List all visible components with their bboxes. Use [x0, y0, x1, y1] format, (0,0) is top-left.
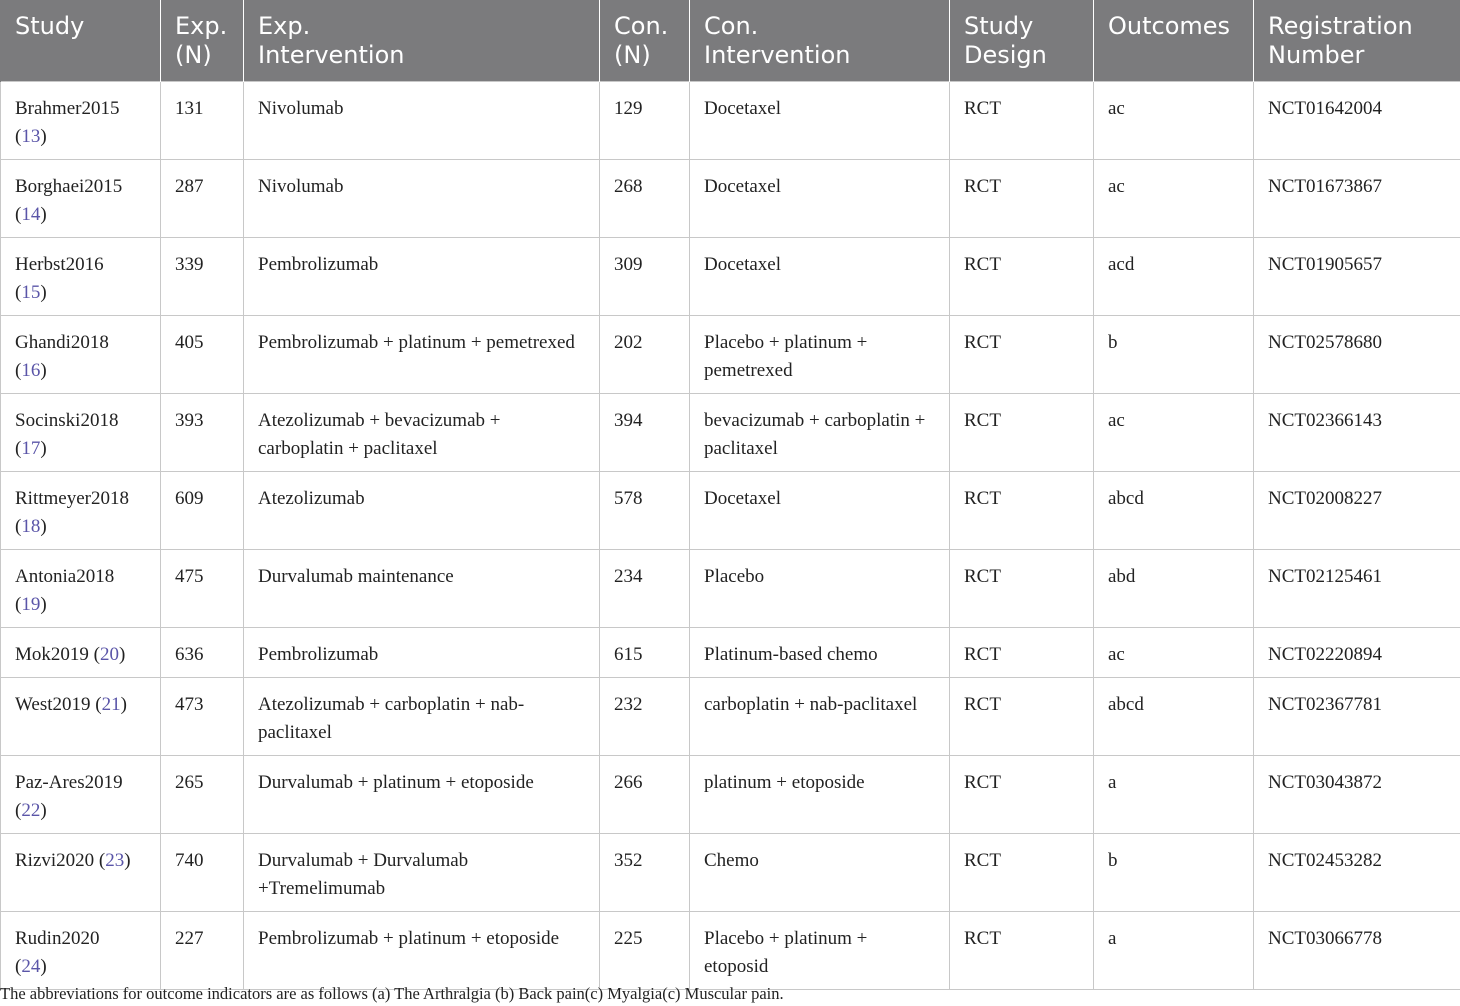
con-intervention-cell: Chemo [690, 834, 950, 912]
study-name: Antonia2018 [15, 566, 115, 587]
study-name: Herbst2016 [15, 254, 104, 275]
reference-link[interactable]: 13 [21, 126, 41, 147]
con-intervention-cell: Platinum-based chemo [690, 628, 950, 678]
registration-number-cell: NCT02453282 [1254, 834, 1460, 912]
exp-n-cell: 339 [161, 238, 244, 316]
exp-intervention-cell: Nivolumab [244, 82, 600, 160]
outcomes-cell: a [1094, 912, 1254, 990]
study-cell: Rizvi2020 (23) [1, 834, 161, 912]
table-row [1, 82, 1460, 160]
study-name: Rudin2020 [15, 928, 100, 949]
header-cell: Exp. Intervention [244, 0, 600, 82]
study-cell: Mok2019 (20) [1, 628, 161, 678]
registration-number-cell: NCT02125461 [1254, 550, 1460, 628]
header-cell: Registration Number [1254, 0, 1460, 82]
con-intervention-cell: Docetaxel [690, 160, 950, 238]
header-cell: Con. (N) [600, 0, 690, 82]
study-design-cell: RCT [950, 238, 1094, 316]
exp-intervention-cell: Atezolizumab + carboplatin + nab-paclitaxel [244, 678, 600, 756]
study-cell: Antonia2018 (19) [1, 550, 161, 628]
table-row [1, 472, 1460, 550]
exp-intervention-cell: Nivolumab [244, 160, 600, 238]
exp-intervention-cell: Durvalumab + platinum + etoposide [244, 756, 600, 834]
table-row [1, 678, 1460, 756]
con-n-cell: 352 [600, 834, 690, 912]
con-intervention-cell: platinum + etoposide [690, 756, 950, 834]
table-row [1, 394, 1460, 472]
table-row [1, 316, 1460, 394]
con-intervention-cell: Docetaxel [690, 238, 950, 316]
study-cell: Brahmer2015 (13) [1, 82, 161, 160]
registration-number-cell: NCT03066778 [1254, 912, 1460, 990]
outcomes-cell: ac [1094, 628, 1254, 678]
exp-intervention-cell: Atezolizumab [244, 472, 600, 550]
exp-n-cell: 609 [161, 472, 244, 550]
reference-link[interactable]: 21 [101, 694, 121, 715]
header-cell: Outcomes [1094, 0, 1254, 82]
study-design-cell: RCT [950, 912, 1094, 990]
con-intervention-cell: Docetaxel [690, 82, 950, 160]
study-name: West2019 [15, 694, 91, 715]
con-n-cell: 394 [600, 394, 690, 472]
outcomes-cell: ac [1094, 82, 1254, 160]
registration-number-cell: NCT02367781 [1254, 678, 1460, 756]
reference-link[interactable]: 20 [99, 644, 119, 665]
study-cell: Herbst2016 (15) [1, 238, 161, 316]
header-cell: Con. Intervention [690, 0, 950, 82]
exp-intervention-cell: Pembrolizumab + platinum + etoposide [244, 912, 600, 990]
registration-number-cell: NCT01642004 [1254, 82, 1460, 160]
study-cell: Rittmeyer2018 (18) [1, 472, 161, 550]
con-intervention-cell: Docetaxel [690, 472, 950, 550]
con-n-cell: 225 [600, 912, 690, 990]
reference-link[interactable]: 15 [21, 282, 41, 303]
con-n-cell: 232 [600, 678, 690, 756]
table-row [1, 756, 1460, 834]
study-name: Ghandi2018 [15, 332, 109, 353]
exp-n-cell: 475 [161, 550, 244, 628]
study-cell: Rudin2020 (24) [1, 912, 161, 990]
exp-intervention-cell: Durvalumab maintenance [244, 550, 600, 628]
con-intervention-cell: Placebo + platinum + pemetrexed [690, 316, 950, 394]
study-cell: Borghaei2015 (14) [1, 160, 161, 238]
reference-link[interactable]: 24 [21, 956, 41, 977]
exp-n-cell: 405 [161, 316, 244, 394]
study-design-cell: RCT [950, 472, 1094, 550]
study-design-cell: RCT [950, 756, 1094, 834]
registration-number-cell: NCT02220894 [1254, 628, 1460, 678]
exp-intervention-cell: Durvalumab + Durvalumab +Tremelimumab [244, 834, 600, 912]
con-n-cell: 129 [600, 82, 690, 160]
exp-intervention-cell: Pembrolizumab [244, 628, 600, 678]
exp-n-cell: 287 [161, 160, 244, 238]
study-design-cell: RCT [950, 394, 1094, 472]
outcomes-cell: b [1094, 834, 1254, 912]
exp-n-cell: 393 [161, 394, 244, 472]
table-row [1, 834, 1460, 912]
reference-link[interactable]: 16 [21, 360, 41, 381]
study-name: Paz-Ares2019 [15, 772, 123, 793]
registration-number-cell: NCT01673867 [1254, 160, 1460, 238]
outcomes-cell: b [1094, 316, 1254, 394]
con-intervention-cell: Placebo + platinum + etoposid [690, 912, 950, 990]
exp-n-cell: 131 [161, 82, 244, 160]
header-row [1, 0, 1460, 82]
outcomes-cell: acd [1094, 238, 1254, 316]
study-design-cell: RCT [950, 834, 1094, 912]
outcomes-cell: ac [1094, 160, 1254, 238]
table-row [1, 550, 1460, 628]
outcomes-cell: ac [1094, 394, 1254, 472]
study-name: Rizvi2020 [15, 850, 95, 871]
con-n-cell: 309 [600, 238, 690, 316]
registration-number-cell: NCT03043872 [1254, 756, 1460, 834]
registration-number-cell: NCT02366143 [1254, 394, 1460, 472]
study-design-cell: RCT [950, 678, 1094, 756]
con-n-cell: 234 [600, 550, 690, 628]
outcomes-cell: a [1094, 756, 1254, 834]
study-design-cell: RCT [950, 82, 1094, 160]
exp-intervention-cell: Pembrolizumab [244, 238, 600, 316]
exp-n-cell: 740 [161, 834, 244, 912]
con-n-cell: 202 [600, 316, 690, 394]
registration-number-cell: NCT02578680 [1254, 316, 1460, 394]
registration-number-cell: NCT01905657 [1254, 238, 1460, 316]
outcomes-cell: abcd [1094, 678, 1254, 756]
reference-link[interactable]: 18 [21, 516, 41, 537]
con-n-cell: 266 [600, 756, 690, 834]
reference-link[interactable]: 22 [21, 800, 41, 821]
con-intervention-cell: carboplatin + nab-paclitaxel [690, 678, 950, 756]
study-name: Socinski2018 [15, 410, 119, 431]
exp-intervention-cell: Atezolizumab + bevacizumab + carboplatin + paclitaxel [244, 394, 600, 472]
table-row [1, 160, 1460, 238]
table-row [1, 628, 1460, 678]
exp-n-cell: 473 [161, 678, 244, 756]
study-cell: Socinski2018 (17) [1, 394, 161, 472]
con-n-cell: 615 [600, 628, 690, 678]
table-row [1, 912, 1460, 990]
header-cell: Exp. (N) [161, 0, 244, 82]
study-cell: Ghandi2018 (16) [1, 316, 161, 394]
con-intervention-cell: bevacizumab + carboplatin + paclitaxel [690, 394, 950, 472]
study-name: Rittmeyer2018 [15, 488, 129, 509]
study-cell: West2019 (21) [1, 678, 161, 756]
exp-intervention-cell: Pembrolizumab + platinum + pemetrexed [244, 316, 600, 394]
table-row [1, 238, 1460, 316]
registration-number-cell: NCT02008227 [1254, 472, 1460, 550]
study-design-cell: RCT [950, 316, 1094, 394]
con-intervention-cell: Placebo [690, 550, 950, 628]
header-cell: Study [1, 0, 161, 82]
header-cell: Study Design [950, 0, 1094, 82]
con-n-cell: 578 [600, 472, 690, 550]
study-name: Borghaei2015 [15, 176, 123, 197]
study-name: Brahmer2015 [15, 98, 120, 119]
reference-link[interactable]: 17 [21, 438, 41, 459]
table-footnote: The abbreviations for outcome indicators are as follows (a) The Arthralgia (b) Back pain(c) Myalgia(c) Muscular pain. [0, 984, 784, 1003]
reference-link[interactable]: 19 [21, 594, 41, 615]
con-n-cell: 268 [600, 160, 690, 238]
outcomes-cell: abcd [1094, 472, 1254, 550]
exp-n-cell: 636 [161, 628, 244, 678]
outcomes-cell: abd [1094, 550, 1254, 628]
reference-link[interactable]: 23 [105, 850, 125, 871]
study-design-cell: RCT [950, 628, 1094, 678]
reference-link[interactable]: 14 [21, 204, 41, 225]
study-design-cell: RCT [950, 160, 1094, 238]
exp-n-cell: 265 [161, 756, 244, 834]
exp-n-cell: 227 [161, 912, 244, 990]
study-design-cell: RCT [950, 550, 1094, 628]
study-cell: Paz-Ares2019 (22) [1, 756, 161, 834]
study-name: Mok2019 [15, 644, 89, 665]
